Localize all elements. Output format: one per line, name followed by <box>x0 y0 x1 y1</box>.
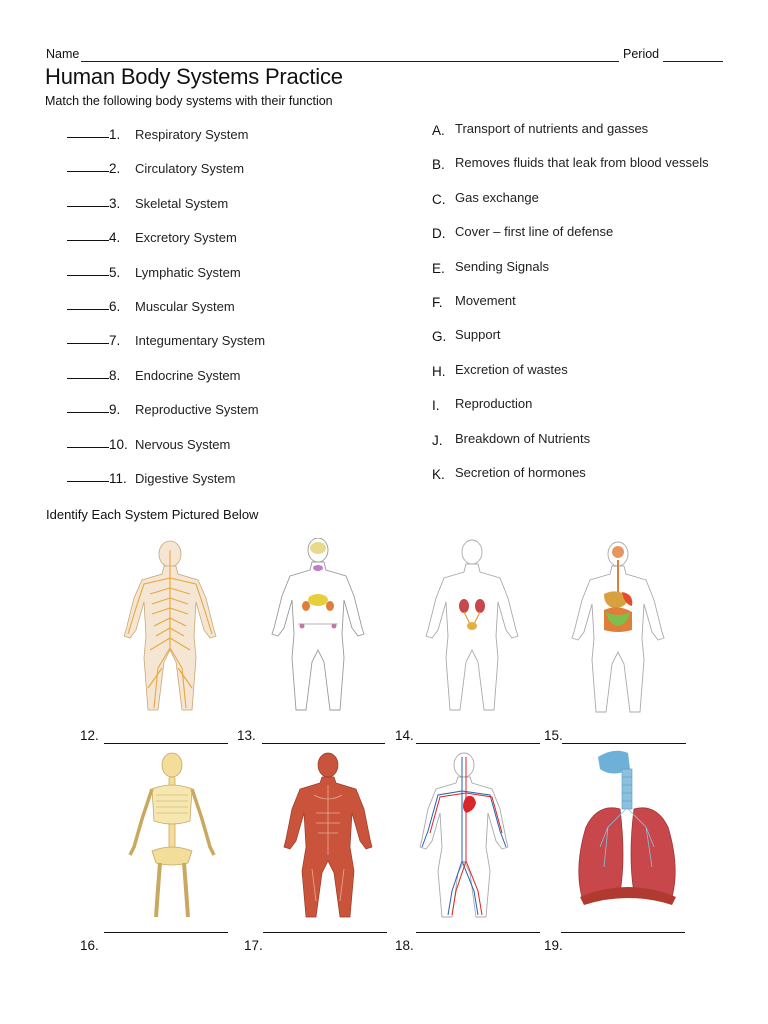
item-number: 11. <box>109 470 127 486</box>
function-letter: A. <box>432 123 445 138</box>
item-number: 10. <box>109 436 128 452</box>
function-item <box>432 462 752 496</box>
function-item <box>432 256 752 290</box>
function-item <box>432 290 752 324</box>
matching-item <box>67 398 387 432</box>
item-number: 3. <box>109 195 121 211</box>
function-text: Cover – first line of defense <box>455 224 614 240</box>
function-letter: C. <box>432 191 446 207</box>
answer-blank[interactable] <box>67 275 109 276</box>
answer-blank[interactable] <box>67 378 109 379</box>
answer-blank[interactable] <box>67 481 109 482</box>
answer-blank[interactable] <box>67 412 109 413</box>
answer-blank[interactable] <box>104 743 228 744</box>
matching-item <box>67 295 387 329</box>
system-name: Reproductive System <box>135 402 259 418</box>
function-letter: K. <box>432 466 445 482</box>
system-name: Skeletal System <box>135 195 229 211</box>
answer-blank[interactable] <box>67 137 109 138</box>
system-name: Lymphatic System <box>135 264 241 280</box>
function-letter: F. <box>432 294 443 310</box>
function-text: Reproduction <box>455 396 533 412</box>
muscular-system-figure <box>272 748 392 924</box>
function-text: Sending Signals <box>455 258 549 274</box>
function-text: Gas exchange <box>455 189 539 205</box>
matching-item <box>67 364 387 398</box>
function-text: Support <box>455 327 501 343</box>
function-item <box>432 221 752 255</box>
circulatory-system-figure <box>404 748 524 924</box>
page-title: Human Body Systems Practice <box>45 64 343 89</box>
answer-blank[interactable] <box>67 447 109 448</box>
function-text: Excretion of wastes <box>455 361 568 377</box>
endocrine-system-figure <box>262 538 382 714</box>
matching-item <box>67 433 387 467</box>
answer-blank[interactable] <box>67 309 109 310</box>
system-name: Endocrine System <box>135 367 241 383</box>
answer-blank[interactable] <box>67 240 109 241</box>
matching-item <box>67 226 387 260</box>
function-item <box>432 393 752 427</box>
respiratory-system-figure <box>568 744 688 920</box>
function-letter: J. <box>432 432 443 448</box>
figure-number: 16. <box>80 938 99 953</box>
item-number: 2. <box>109 161 121 177</box>
system-name: Integumentary System <box>135 333 266 349</box>
answer-blank[interactable] <box>67 171 109 172</box>
system-name: Circulatory System <box>135 161 245 177</box>
answer-blank[interactable] <box>67 343 109 344</box>
function-letter: B. <box>432 157 445 173</box>
function-text: Movement <box>455 292 516 308</box>
nervous-system-figure <box>110 538 230 714</box>
function-item <box>432 359 752 393</box>
functions-list <box>432 118 752 496</box>
function-item <box>432 324 752 358</box>
system-name: Excretory System <box>135 230 237 246</box>
function-item <box>432 187 752 221</box>
answer-blank[interactable] <box>104 932 228 933</box>
figure-number: 15. <box>544 728 563 743</box>
function-text: Secretion of hormones <box>455 464 586 480</box>
figure-number: 18. <box>395 938 414 953</box>
figure-number: 17. <box>244 938 263 953</box>
function-letter: I. <box>432 398 440 414</box>
system-name: Nervous System <box>135 436 231 452</box>
answer-blank[interactable] <box>416 932 540 933</box>
matching-item <box>67 261 387 295</box>
system-name: Muscular System <box>135 298 235 314</box>
item-number: 8. <box>109 367 121 383</box>
function-item <box>432 118 752 152</box>
function-letter: G. <box>432 329 447 345</box>
item-number: 5. <box>109 264 121 280</box>
answer-blank[interactable] <box>416 743 540 744</box>
answer-blank[interactable] <box>67 206 109 207</box>
answer-blank[interactable] <box>262 743 385 744</box>
matching-item <box>67 329 387 363</box>
skeletal-system-figure <box>112 748 232 924</box>
answer-blank[interactable] <box>263 932 387 933</box>
function-text: Removes fluids that leak from blood vessels <box>455 155 709 171</box>
item-number: 9. <box>109 402 121 418</box>
answer-blank[interactable] <box>561 932 685 933</box>
matching-systems-list <box>67 123 387 501</box>
matching-item <box>67 157 387 191</box>
figure-number: 12. <box>80 728 99 743</box>
matching-item <box>67 192 387 226</box>
system-name: Respiratory System <box>135 127 249 142</box>
excretory-system-figure <box>420 538 540 714</box>
function-letter: E. <box>432 260 445 276</box>
function-text: Transport of nutrients and gasses <box>455 121 649 136</box>
name-period-line <box>46 46 726 64</box>
system-name: Digestive System <box>135 470 236 486</box>
function-item <box>432 428 752 462</box>
item-number: 7. <box>109 333 121 349</box>
function-letter: H. <box>432 363 446 379</box>
instructions: Match the following body systems with their function <box>45 94 333 108</box>
function-item <box>432 152 752 186</box>
identify-heading: Identify Each System Pictured Below <box>46 507 259 522</box>
name-field[interactable] <box>81 61 619 62</box>
period-field[interactable] <box>663 61 723 62</box>
item-number: 6. <box>109 298 121 314</box>
figure-number: 13. <box>237 728 256 743</box>
figure-number: 19. <box>544 938 563 953</box>
function-letter: D. <box>432 226 446 242</box>
period-label: Period <box>623 47 660 61</box>
item-number: 1. <box>109 127 121 142</box>
matching-item <box>67 123 387 157</box>
name-label: Name <box>46 47 80 61</box>
digestive-system-figure <box>562 538 682 714</box>
matching-item <box>67 467 387 501</box>
function-text: Breakdown of Nutrients <box>455 430 591 446</box>
item-number: 4. <box>109 230 121 246</box>
figure-number: 14. <box>395 728 414 743</box>
